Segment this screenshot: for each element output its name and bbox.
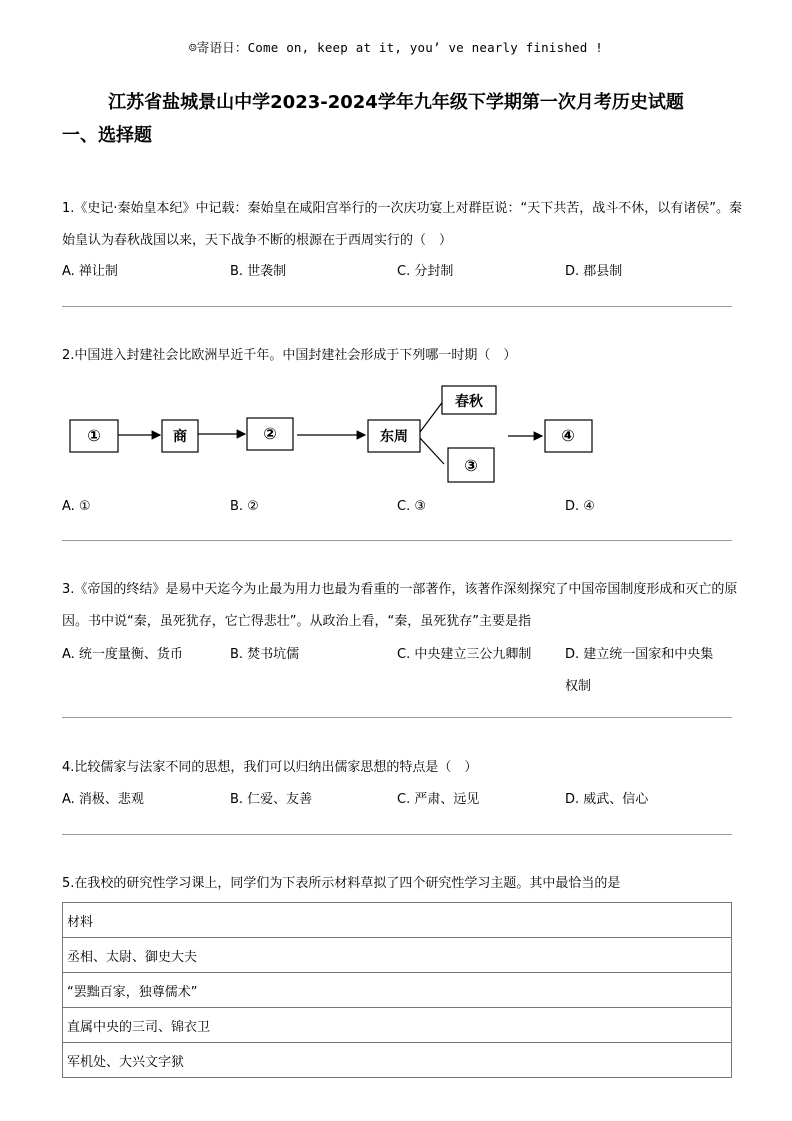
q4-option-c[interactable]: C. 严肃、远见 [397,792,480,807]
material-table [62,902,732,1078]
q3-option-c[interactable]: C. 中央建立三公九卿制 [397,647,532,662]
q1-option-c[interactable]: C. 分封制 [397,264,454,279]
question-1-stem: 1.《史记·秦始皇本纪》中记载：秦始皇在咸阳宫举行的一次庆功宴上对群臣说：“天下共苦，战斗不休，以有诸侯”。秦始皇认为春秋战国以来，天下战争不断的根源在于西周实行的（ ） [62,201,743,248]
q2-option-b[interactable]: B. ② [230,499,259,514]
diagram-branch-line [420,400,444,432]
q2-option-c[interactable]: C. ③ [397,499,426,514]
motto-header: ☺寄语日：Come on, keep at it, you’ ve nearly finished ! [189,40,603,55]
diagram-box-4-label: 东周 [380,429,408,445]
section-heading: 一、选择题 [62,125,152,146]
diagram-box-1-label: ① [87,426,101,445]
divider [62,834,732,835]
table-row [63,1008,732,1043]
table-cell: 直属中央的三司、锦衣卫 [63,1008,732,1043]
q4-option-a[interactable]: A. 消极、悲观 [62,792,144,807]
q1-option-a[interactable]: A. 禅让制 [62,264,118,279]
divider [62,306,732,307]
q4-option-d[interactable]: D. 威武、信心 [565,792,649,807]
diagram-box-2-label: 商 [173,429,187,445]
timeline-diagram [62,380,622,495]
diagram-box-3-label: ② [263,424,277,443]
diagram-box-5-label: 春秋 [455,394,483,410]
divider [62,540,732,541]
diagram-box-7-label: ④ [561,426,575,445]
question-3-stem: 3.《帝国的终结》是易中天迄今为止最为用力也最为看重的一部著作，该著作深刻探究了中国帝国制度形成和灭亡的原因。书中说“秦，虽死犹存，它亡得悲壮”。从政治上看，“秦，虽死犹存”主要是指 [62,582,738,629]
q1-option-b[interactable]: B. 世袭制 [230,264,287,279]
table-row [63,938,732,973]
diagram-branch-line [420,438,444,464]
divider [62,717,732,718]
q3-option-b[interactable]: B. 焚书坑儒 [230,647,300,662]
table-row [63,903,732,938]
table-cell: 丞相、太尉、御史大夫 [63,938,732,973]
q1-option-d[interactable]: D. 郡县制 [565,264,623,279]
q3-option-a[interactable]: A. 统一度量衡、货币 [62,647,183,662]
table-row [63,1043,732,1078]
table-row [63,973,732,1008]
q2-option-d[interactable]: D. ④ [565,499,595,514]
page-title: 江苏省盐城景山中学2023-2024学年九年级下学期第一次月考历史试题 [108,92,684,113]
table-cell: “罢黜百家，独尊儒术” [63,973,732,1008]
q3-option-d[interactable]: D. 建立统一国家和中央集权制 [565,647,714,694]
diagram-box-6-label: ③ [464,456,478,475]
question-4-stem: 4.比较儒家与法家不同的思想，我们可以归纳出儒家思想的特点是（ ） [62,760,478,775]
q2-option-a[interactable]: A. ① [62,499,91,514]
q4-option-b[interactable]: B. 仁爱、友善 [230,792,313,807]
question-2-stem: 2.中国进入封建社会比欧洲早近千年。中国封建社会形成于下列哪一时期（ ） [62,348,517,363]
table-cell: 军机处、大兴文字狱 [63,1043,732,1078]
table-cell: 材料 [63,903,732,938]
question-5-stem: 5.在我校的研究性学习课上，同学们为下表所示材料草拟了四个研究性学习主题。其中最恰当的是 [62,876,621,891]
